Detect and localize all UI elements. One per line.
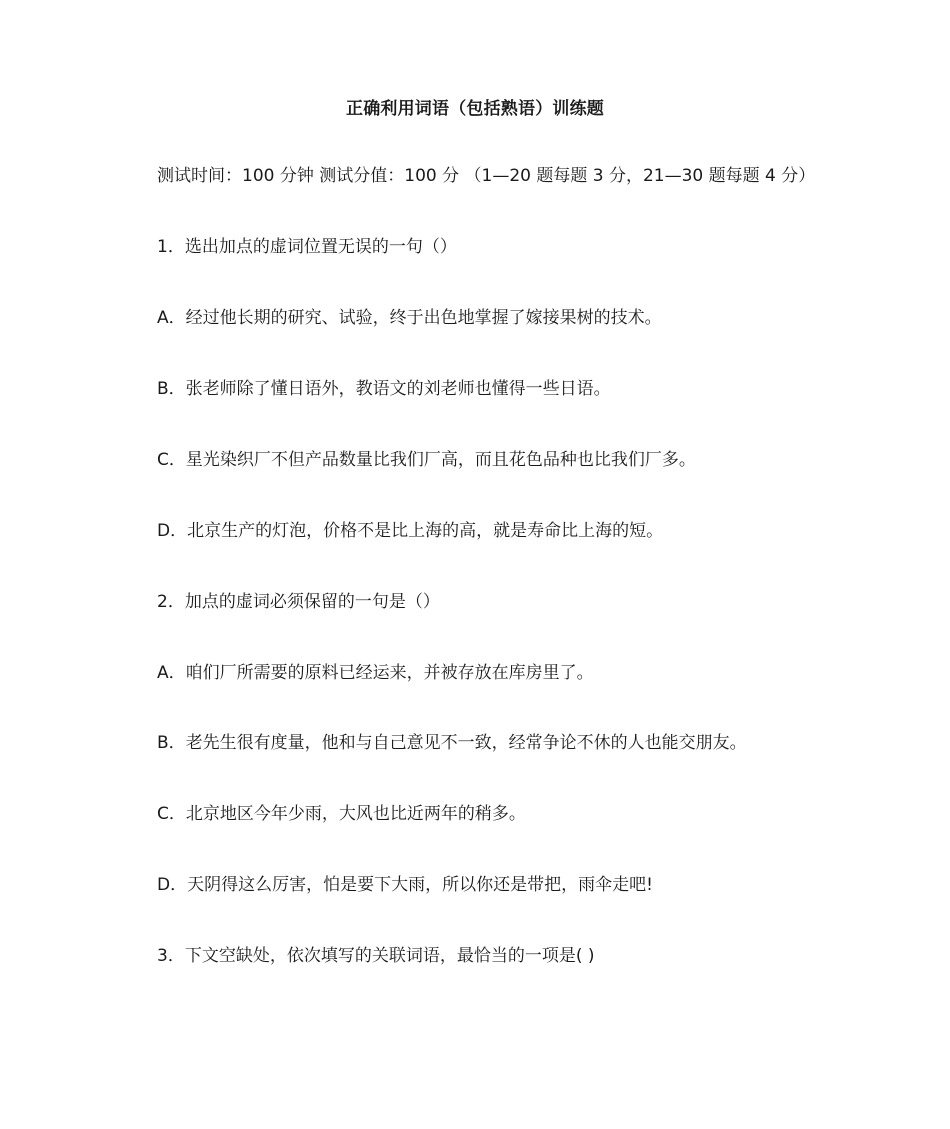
question-2-option-a: A．咱们厂所需要的原料已经运来，并被存放在库房里了。 — [157, 663, 594, 683]
question-2-option-b: B．老先生很有度量，他和与自己意见不一致，经常争论不休的人也能交朋友。 — [157, 733, 747, 753]
question-1-option-a: A．经过他长期的研究、试验，终于出色地掌握了嫁接果树的技术。 — [157, 308, 662, 328]
question-2-option-c: C．北京地区今年少雨，大风也比近两年的稍多。 — [157, 804, 526, 824]
question-1-option-d: D．北京生产的灯泡，价格不是比上海的高，就是寿命比上海的短。 — [157, 521, 664, 541]
document-title: 正确利用词语（包括熟语）训练题 — [346, 99, 604, 119]
question-3-stem: 3．下文空缺处，依次填写的关联词语，最恰当的一项是( ) — [157, 946, 595, 966]
test-info: 测试时间：100 分钟 测试分值：100 分 （1—20 题每题 3 分，21—30 题每题 4 分） — [157, 166, 816, 186]
question-1-stem: 1．选出加点的虚词位置无误的一句（） — [157, 237, 457, 257]
question-2-option-d: D．天阴得这么厉害，怕是要下大雨，所以你还是带把，雨伞走吧! — [157, 875, 653, 895]
question-1-option-b: B．张老师除了懂日语外，教语文的刘老师也懂得一些日语。 — [157, 379, 611, 399]
question-1-option-c: C．星光染织厂不但产品数量比我们厂高，而且花色品种也比我们厂多。 — [157, 450, 696, 470]
question-2-stem: 2．加点的虚词必须保留的一句是（） — [157, 592, 440, 612]
